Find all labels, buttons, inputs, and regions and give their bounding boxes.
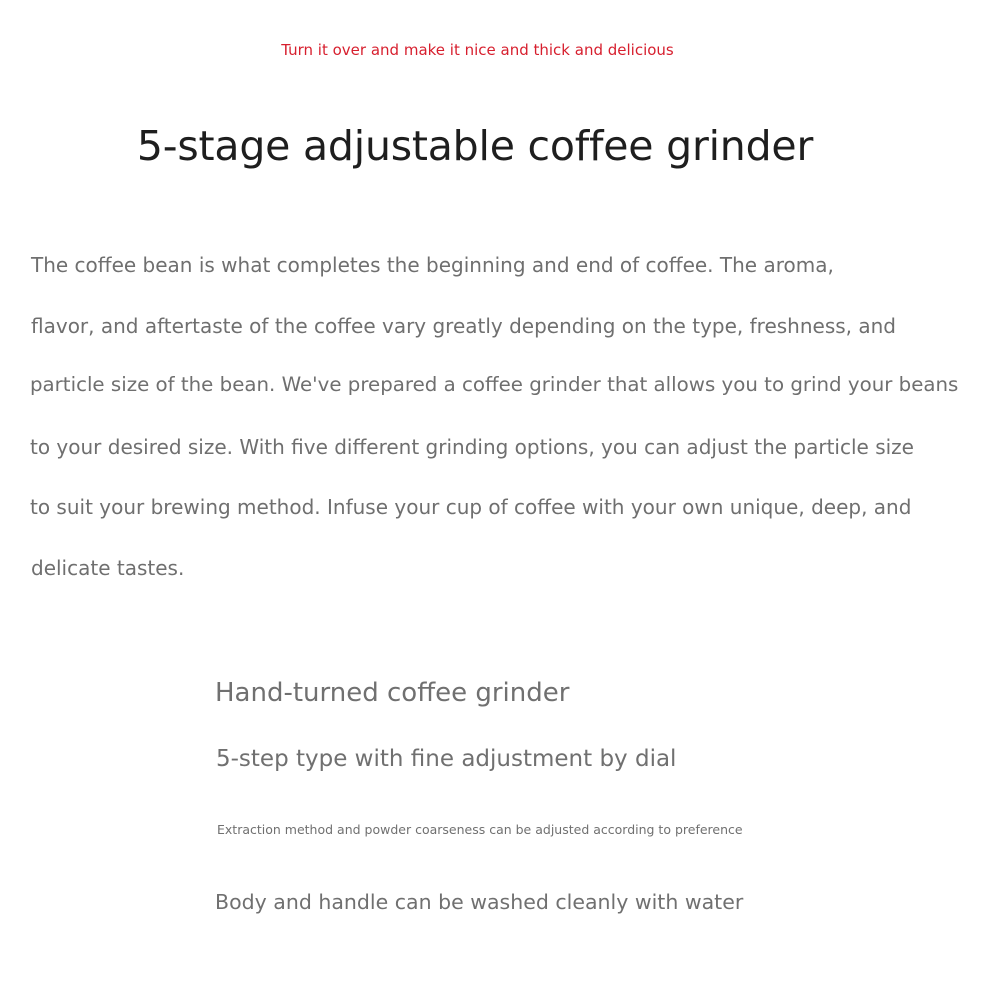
description-line: delicate tastes. [31,556,185,580]
feature-adjustable-extraction: Extraction method and powder coarseness can be adjusted according to preference [217,822,743,837]
page-title: 5-stage adjustable coffee grinder [136,122,814,170]
description-line: to your desired size. With five different grinding options, you can adjust the particle size [30,435,914,459]
description-line: to suit your brewing method. Infuse your cup of coffee with your own unique, deep, and [30,495,912,519]
tagline: Turn it over and make it nice and thick and delicious [281,41,674,59]
feature-five-step: 5-step type with fine adjustment by dial [216,746,677,772]
description-line: particle size of the bean. We've prepared a coffee grinder that allows you to grind your beans [30,373,959,396]
description-line: The coffee bean is what completes the beginning and end of coffee. The aroma, [31,253,834,277]
feature-hand-turned: Hand-turned coffee grinder [215,678,570,708]
feature-washable: Body and handle can be washed cleanly with water [215,890,744,914]
description-line: flavor, and aftertaste of the coffee vary greatly depending on the type, freshness, and [31,314,896,338]
